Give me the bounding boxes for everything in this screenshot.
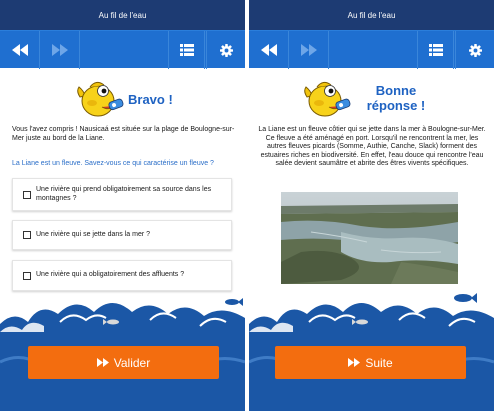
app-title: Au fil de l'eau	[249, 0, 494, 30]
answer-option-3[interactable]	[12, 260, 232, 291]
gear-icon	[469, 44, 482, 57]
previous-button[interactable]	[249, 31, 289, 69]
settings-button[interactable]	[206, 31, 245, 69]
checkbox[interactable]	[23, 272, 31, 280]
estuary-photo	[281, 192, 458, 284]
quiz-question-screen	[0, 0, 245, 411]
fish-mascot-icon	[76, 77, 124, 121]
checkbox[interactable]	[23, 191, 31, 199]
question-text: La Liane est un fleuve. Savez-vous ce qui caractérise un fleuve ?	[12, 160, 214, 167]
gear-icon	[220, 44, 233, 57]
answer-option-1[interactable]	[12, 178, 232, 211]
heading-line-2: réponse !	[366, 98, 426, 113]
validate-button-label: Valider	[113, 355, 151, 370]
fast-forward-icon	[97, 358, 109, 367]
toolbar	[0, 30, 245, 68]
fast-forward-icon	[52, 44, 68, 56]
answer-explanation: La Liane est un fleuve côtier qui se jette dans la mer à Boulogne-sur-Mer. Ce fleuve a été aménagé en port. Lorsqu'il ne rencontrent la mer, les autres fleuves picards (Somme, Authie, Canche, Slack) forment des estuaires riches en biodiversité. En effet, l'eau douce qui rencontre l'eau salée devient saumâtre et abrite des êtres vivents spécifiques.	[258, 126, 486, 168]
continue-button[interactable]	[275, 346, 466, 379]
rewind-icon	[261, 44, 277, 56]
fast-forward-icon	[301, 44, 317, 56]
validate-button[interactable]	[28, 346, 219, 379]
page-heading: Bravo !	[128, 92, 173, 107]
menu-list-button[interactable]	[168, 31, 205, 69]
fish-mascot-icon	[303, 77, 351, 121]
rewind-icon	[12, 44, 28, 56]
toolbar	[249, 30, 494, 68]
next-button[interactable]	[289, 31, 329, 69]
answer-label: Une rivière qui se jette dans la mer ?	[36, 230, 150, 238]
answer-label: Une rivière qui prend obligatoirement sa source dans les montagnes ?	[36, 186, 212, 202]
result-message: Vous l'avez compris ! Nausicaá est située sur la plage de Boulogne-sur-Mer juste au bord de la Liane.	[12, 126, 235, 142]
heading-line-1: Bonne	[375, 83, 417, 98]
continue-button-label: Suite	[365, 355, 393, 370]
answer-option-2[interactable]	[12, 220, 232, 250]
list-icon	[429, 44, 443, 56]
quiz-answer-screen	[249, 0, 494, 411]
fast-forward-icon	[348, 358, 360, 367]
page-heading	[361, 83, 431, 113]
next-button[interactable]	[40, 31, 80, 69]
settings-button[interactable]	[455, 31, 494, 69]
checkbox[interactable]	[23, 231, 31, 239]
menu-list-button[interactable]	[417, 31, 454, 69]
list-icon	[180, 44, 194, 56]
answer-label: Une rivière qui a obligatoirement des affluents ?	[36, 271, 185, 279]
app-title: Au fil de l'eau	[0, 0, 245, 30]
previous-button[interactable]	[0, 31, 40, 69]
